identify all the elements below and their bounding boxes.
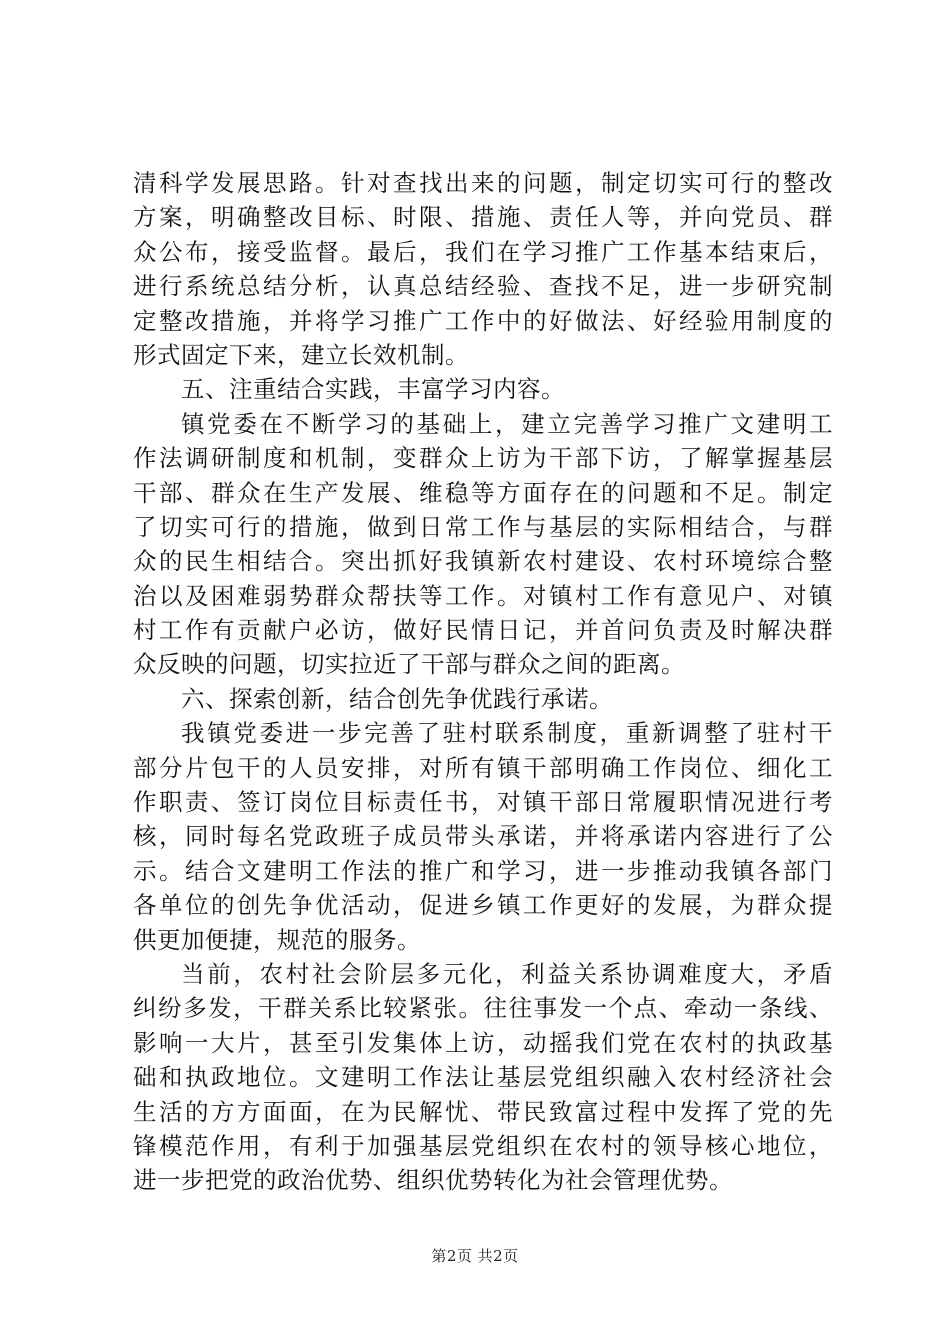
page-footer: 第2页 共2页	[431, 1247, 519, 1265]
document-body	[133, 166, 833, 1198]
text-line: 村工作有贡献户必访，做好民情日记，并首问负责及时解决群	[133, 616, 833, 645]
text-line: 纠纷多发，干群关系比较紧张。往往事发一个点、牵动一条线、	[133, 994, 833, 1023]
text-line: 众反映的问题，切实拉近了干部与群众之间的距离。	[133, 650, 685, 679]
text-line: 作法调研制度和机制，变群众上访为干部下访，了解掌握基层	[133, 444, 833, 473]
text-line: 定整改措施，并将学习推广工作中的好做法、好经验用制度的	[133, 306, 833, 335]
text-line: 形式固定下来，建立长效机制。	[133, 340, 469, 369]
text-line: 供更加便捷，规范的服务。	[133, 925, 421, 954]
text-line: 治以及困难弱势群众帮扶等工作。对镇村工作有意见户、对镇	[133, 581, 833, 610]
text-line: 方案，明确整改目标、时限、措施、责任人等，并向党员、群	[133, 203, 833, 232]
text-line: 作职责、签订岗位目标责任书，对镇干部日常履职情况进行考	[133, 788, 833, 817]
text-line: 众的民生相结合。突出抓好我镇新农村建设、农村环境综合整	[133, 547, 833, 576]
text-line: 清科学发展思路。针对查找出来的问题，制定切实可行的整改	[133, 169, 833, 197]
text-line: 影响一大片，甚至引发集体上访，动摇我们党在农村的执政基	[133, 1028, 833, 1057]
text-line: 础和执政地位。文建明工作法让基层党组织融入农村经济社会	[133, 1063, 833, 1092]
text-line: 镇党委在不断学习的基础上，建立完善学习推广文建明工	[181, 409, 833, 438]
section-heading-5: 五、注重结合实践，丰富学习内容。	[181, 375, 565, 404]
text-line: 锋模范作用，有利于加强基层党组织在农村的领导核心地位，	[133, 1131, 833, 1160]
text-line: 示。结合文建明工作法的推广和学习，进一步推动我镇各部门	[133, 856, 833, 885]
text-line: 当前，农村社会阶层多元化，利益关系协调难度大，矛盾	[181, 959, 833, 988]
text-line: 众公布，接受监督。最后，我们在学习推广工作基本结束后，	[133, 237, 833, 266]
text-line: 干部、群众在生产发展、维稳等方面存在的问题和不足。制定	[133, 478, 833, 507]
text-line: 进行系统总结分析，认真总结经验、查找不足，进一步研究制	[133, 272, 833, 301]
text-line: 核，同时每名党政班子成员带头承诺，并将承诺内容进行了公	[133, 822, 833, 851]
text-line: 生活的方方面面，在为民解忧、带民致富过程中发挥了党的先	[133, 1097, 833, 1126]
text-line: 我镇党委进一步完善了驻村联系制度，重新调整了驻村干	[181, 719, 833, 748]
section-heading-6: 六、探索创新，结合创先争优践行承诺。	[181, 684, 613, 713]
text-line: 了切实可行的措施，做到日常工作与基层的实际相结合，与群	[133, 512, 833, 541]
text-line: 进一步把党的政治优势、组织优势转化为社会管理优势。	[133, 1166, 733, 1195]
text-line: 各单位的创先争优活动，促进乡镇工作更好的发展，为群众提	[133, 891, 833, 920]
text-line: 部分片包干的人员安排，对所有镇干部明确工作岗位、细化工	[133, 753, 833, 782]
